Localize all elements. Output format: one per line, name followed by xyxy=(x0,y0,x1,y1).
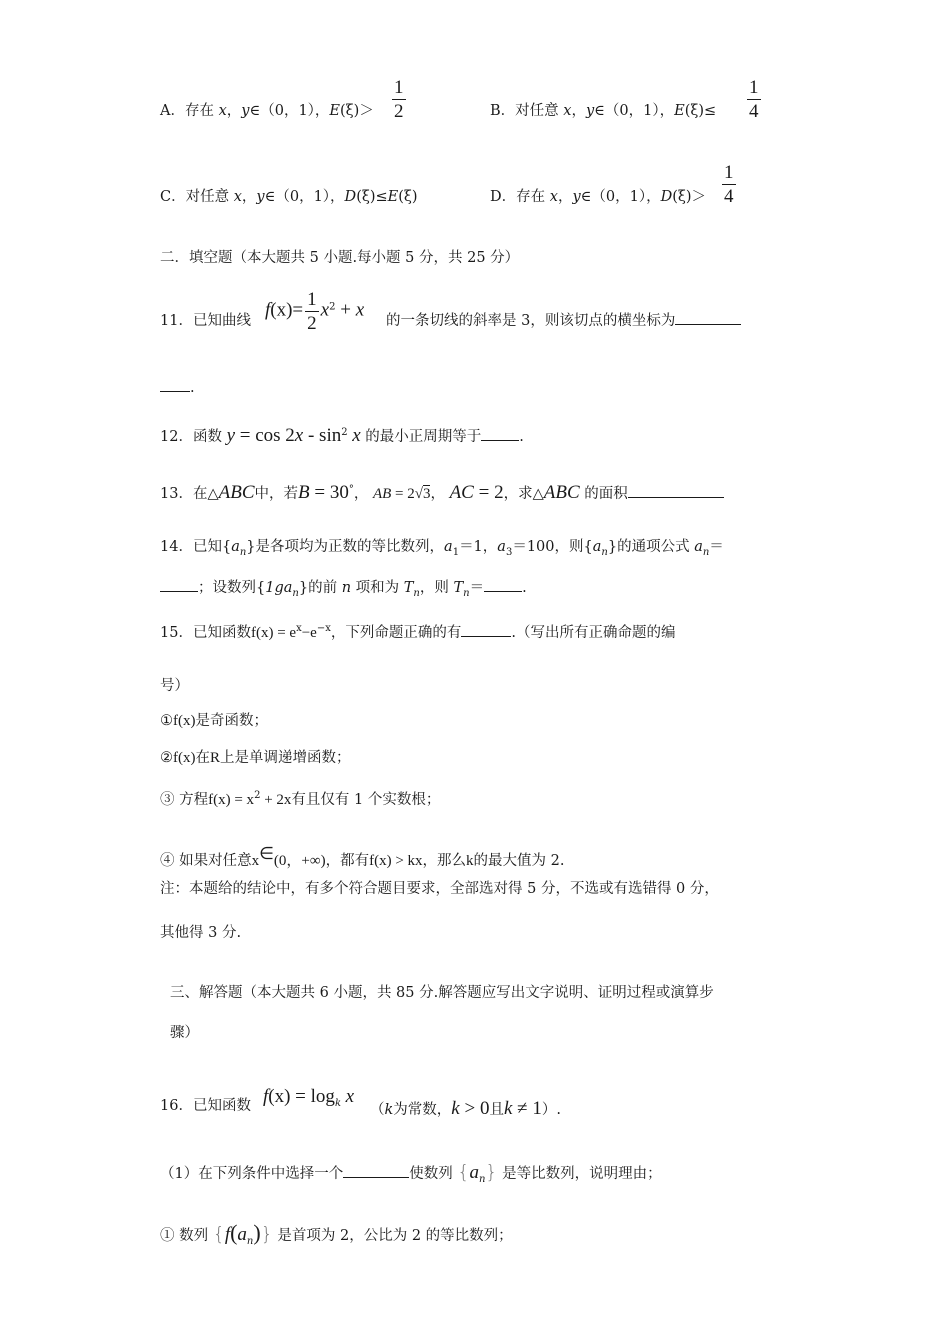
answer-blank[interactable] xyxy=(160,590,198,592)
question-14-line-1: 14．已知$\{a_n\}$是各项均为正数的等比数列，$a_1=1$，$a_3=100$，则$\{a_n\}$的通项公式 $a_n=$ xyxy=(160,539,724,558)
answer-blank[interactable] xyxy=(461,635,511,637)
fraction: $\frac{1}{2}$ xyxy=(307,289,317,334)
question-16: 16．已知函数 xyxy=(160,1098,251,1114)
option-a: A．存在 x，y∈（0，1），E(ξ)＞ xyxy=(160,103,374,119)
fraction: $\frac{1}{4}$ xyxy=(749,77,759,122)
q15-note-line-1: 注：本题给的结论中，有多个符合题目要求，全部选对得 5 分，不选或有选错得 0 分， xyxy=(160,881,719,897)
q15-item-1: ①f(x)是奇函数； xyxy=(160,713,268,729)
option-c: C．对任意 x，y∈（0，1），D(ξ)≤E(ξ) xyxy=(160,189,418,205)
q15-continuation: 号） xyxy=(160,678,189,694)
question-14-line-2: ；设数列$\{1ga_n\}$的前 n 项和为 $T_n$，则 $T_n=$ . xyxy=(160,581,527,599)
answer-blank[interactable] xyxy=(343,1176,409,1178)
q15-item-4: ④ 如果对任意x∈(0，+∞)，都有f(x) > kx，那么k的最大值为 2. xyxy=(160,844,565,869)
q11-text: 的一条切线的斜率是 3，则该切点的横坐标为 xyxy=(386,314,741,329)
question-13: 13．在△ABC中，若B = 30°， AB = 2√3， AC = 2，求△ABC 的面积 xyxy=(160,483,724,502)
answer-blank[interactable] xyxy=(160,390,190,392)
answer-blank[interactable] xyxy=(628,496,724,498)
section-3-title-continuation: 骤） xyxy=(170,1025,199,1041)
q15-item-2: ②f(x)在R上是单调递增函数； xyxy=(160,750,351,766)
q15-item-3: ③ 方程$f(x) = x^2 + 2x$有且仅有 1 个实数根； xyxy=(160,790,441,808)
q16-part-1: （1）在下列条件中选择一个 使数列 $\{a_n\}$ 是等比数列，说明理由； xyxy=(160,1161,662,1185)
section-2-title: 二．填空题（本大题共 5 小题.每小题 5 分，共 25 分） xyxy=(160,250,520,266)
answer-blank[interactable] xyxy=(484,590,522,592)
option-d-fraction xyxy=(720,163,738,206)
brace-close: } xyxy=(260,1223,273,1245)
q15-note-line-2: 其他得 3 分. xyxy=(160,925,242,941)
brace-open: { xyxy=(212,1223,225,1245)
option-d: D．存在 x，y∈（0，1），D(ξ)＞ xyxy=(490,189,707,205)
answer-blank[interactable] xyxy=(675,323,741,325)
q16-formula: $f(x) = \log_k x$ xyxy=(263,1086,355,1109)
question-15: 15．已知函数$f(x) = e^x-e^{-x}$，下列命题正确的有 .（写出所有正确命题的编 xyxy=(160,623,676,641)
option-a-fraction xyxy=(390,78,408,121)
q16-conditions: （k为常数，k > 0且k ≠ 1）. xyxy=(370,1098,561,1119)
q11-continuation: . xyxy=(160,381,195,396)
fraction: $\frac{1}{2}$ xyxy=(394,77,404,122)
answer-blank[interactable] xyxy=(481,439,519,441)
q16-condition-1: ① 数列 $\{f(a_n)\}$ 是首项为 2，公比为 2 的等比数列； xyxy=(160,1220,513,1247)
fraction: $\frac{1}{4}$ xyxy=(724,162,734,207)
question-11: 11．已知曲线 xyxy=(160,313,251,329)
section-3-title: 三、解答题（本大题共 6 小题，共 85 分.解答题应写出文字说明、证明过程或演算步 xyxy=(170,985,714,1001)
option-b: B．对任意 x，y∈（0，1），E(ξ)≤ xyxy=(490,103,717,119)
question-12: 12．函数 $y = \cos 2x - \sin^2 x$ 的最小正周期等于 . xyxy=(160,425,524,446)
q11-formula: f(x)= $\frac{1}{2}$ $x^2 + x$ xyxy=(265,289,365,334)
option-b-fraction xyxy=(745,78,763,121)
brace-open: { xyxy=(457,1161,470,1183)
brace-close: } xyxy=(485,1161,498,1183)
